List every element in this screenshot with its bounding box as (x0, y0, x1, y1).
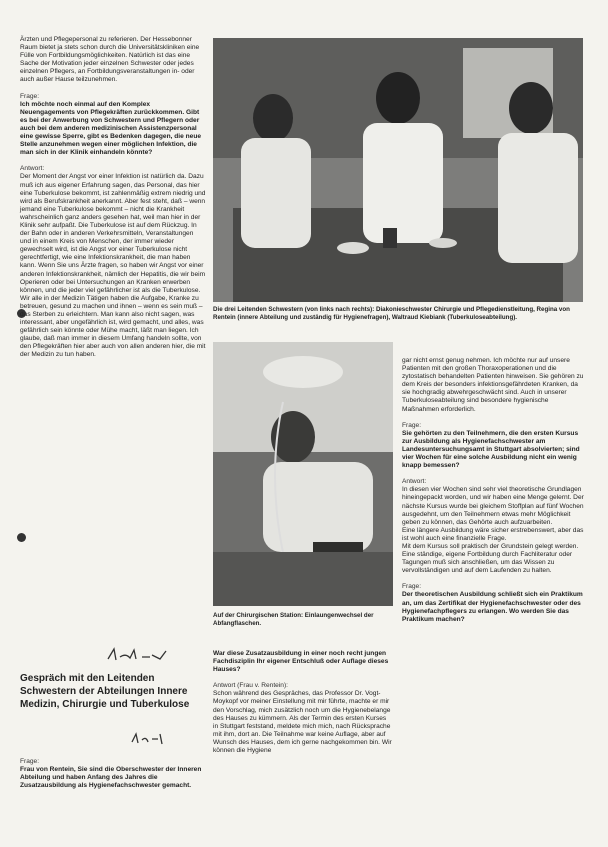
nurses-photo-caption: Die drei Leitenden Schwestern (von links nach rechts): Diakonieschwester Chirurgie und Pflegedienstleitung, Regina von Rentein (innere Abteilung und zuständig für Hygienefragen), Waltraud Kiebiank (Tuberkuloseabteilung). (213, 306, 570, 321)
middle-column (213, 650, 393, 763)
question-text: Der theoretischen Ausbildung schließt sich ein Praktikum an, um das Zertifikat der Hygienefachschwester oder des Hygienefachpflegers zu erlangen. Wo werden Sie das Praktikum machen? (402, 591, 583, 623)
nurses-photo-drawing (213, 38, 583, 302)
answer-text-continued: Wir alle in der Medizin Tätigen haben die Aufgabe, Kranke zu betreuen, gesund zu machen und ihnen – wenn es sein muß – das Sterben zu erleichtern. Man kann also nicht sagen, was interessant, aber ungefährlich ist, wird gemacht, und alles, was gefährlich sein könnte oder Mühe macht, läßt man liegen. Ich glaube, daß man immer in diesem Umfang handeln sollte, von den Pflegekräften hier aber auch von allen anderen hier, die mit der Medizin zu tun haben. (20, 294, 206, 359)
answer-label: Antwort: (402, 478, 427, 486)
question-text: Ich möchte noch einmal auf den Komplex Neuengagements von Pflegekräften zurückkommen. Gibt es bei der Anwerbung von Schwestern und Pflegern oder auch bei dem anderen medizinischen Assistenzpersonal eine gewisse Sperre, gibt es Bedenken dagegen, die neue Stelle anzunehmen wegen einer möglichen Infektion, die man sich in der Klinik einhandeln könnte? (20, 100, 202, 157)
answer-text-continued: Eine längere Ausbildung wäre sicher erstrebenswert, aber das ist wohl auch eine finanzielle Frage. (402, 526, 584, 542)
question-text: Sie gehörten zu den Teilnehmern, die den ersten Kursus zur Ausbildung als Hygienefachschwester am Landesuntersuchungsamt in Stuttgart absolvierten; sind vier Wochen für eine solche Ausbildung nicht ein wenig knapp bemessen? (402, 429, 580, 470)
right-column (402, 357, 586, 632)
bottom-left-question (20, 758, 206, 798)
ward-photo-caption: Auf der Chirurgischen Station: Einlaungenwechsel der Abfangflaschen. (213, 612, 374, 627)
question-label: Frage: (20, 92, 40, 100)
answer-text: In diesen vier Wochen sind sehr viel theoretische Grundlagen hineingepackt worden, und wir haben eine Menge gelernt. Der nächste Kursus wurde bei gleichem Stoffplan auf fünf Wochen ausgedehnt, um den Teilnehmern etwas mehr Möglichkeit geben zu können, das Gehörte auch aufzuarbeiten. (402, 486, 584, 526)
answer-label: Antwort (Frau v. Rentein): (213, 682, 288, 690)
article-headline: Gespräch mit den Leitenden Schwestern der Abteilungen Innere Medizin, Chirurgie und Tuberkulose (20, 673, 190, 710)
question-text: Frau von Rentein, Sie sind die Oberschwester der Inneren Abteilung und haben Anfang des Jahres die Zusatzausbildung als Hygienefachschwester gemacht. (20, 766, 202, 790)
intro-paragraph: Ärzten und Pflegepersonal zu referieren. Der Hessebonner Raum bietet ja stets schon durch die Universitätskliniken eine Fülle von Fortbildungsmöglichkeiten. Natürlich ist das eine Sache der Motivation jeder einzelnen Schwester oder jedes einzelnen Pflegers, an Fortbildungsveranstaltungen in- oder auch außer Hause teilzunehmen. (20, 36, 200, 84)
answer-text: Schon während des Gespräches, das Professor Dr. Vogt-Moykopf vor meiner Einstellung mit mir führte, machte er mir den Vorschlag, mich zusätzlich noch um die Hygienebelange des Hauses zu kümmern. Als der Termin des ersten Kurses in Stuttgart feststand, meldete mich mich, nach Rücksprache mit ihm, dort an. Die Teilnahme war keine Auflage, aber auf Wunsch des Hauses, dem ich gerne nachgekommen bin. Wir können die Hygiene (213, 690, 392, 755)
answer-text: Der Moment der Angst vor einer Infektion ist natürlich da. Dazu muß ich aus eigener Erfahrung sagen, das Personal, das hier eine Tuberkulose bekommt, ist zahlenmäßig extrem niedrig und wird als Berufskrankheit anerkannt. Aber fest steht, daß – wenn jemand eine Tuberkulose bekommt – nicht die Krankheit wahrscheinlich ganz anders gesehen hat, weil man hier in der Klinik sehr aufpaßt. Die Tuberkulose ist auf dem Rückzug. In der Bahn oder in anderen Verkehrsmitteln, Veranstaltungen und in einem Kreis von Menschen, der immer wieder gewechselt wird, ist die Angst vor einer Tuberkulose nicht gerechtfertigt, wie eine Infektionskrankheit, die man haben kann. Wenn Sie uns Ärzte fragen, so haben wir Angst vor einer anderen Infektionskrankheit, nämlich der Hepatitis, die wir beim Operieren oder bei Untersuchungen an Kranken erwerben können, und die jeder viel gefährlicher ist als die Tuberkulose. (20, 173, 206, 294)
signature-1 (104, 645, 174, 665)
intro-paragraph: gar nicht ernst genug nehmen. Ich möchte nur auf unsere Patienten mit den großen Thoraxoperationen und die zytostatisch behandelten Patienten hinweisen. Sie gehören zu dem Kreis der besonders infektionsgefährdeten Kranken, da sie hochgradig abwehrgeschwächt sind. Auch in unserer Tuberkuloseabteilung sind besondere hygienische Maßnahmen erforderlich. (402, 357, 584, 413)
punch-hole (17, 533, 26, 542)
answer-label: Antwort: (20, 165, 45, 173)
nurses-photo (213, 38, 583, 302)
question-text: War diese Zusatzausbildung in einer noch recht jungen Fachdisziplin Ihr eigener Entschluß oder Auflage dieses Hauses? (213, 650, 389, 674)
signature-2 (128, 730, 168, 748)
left-column (20, 36, 206, 368)
question-label: Frage: (402, 421, 422, 429)
question-label: Frage: (402, 583, 422, 591)
answer-text-continued-2: Mit dem Kursus soll praktisch der Grundstein gelegt werden. Eine ständige, eigene Fortbildung durch Fachliteratur oder Tagungen muß sich anschließen, um das Wissen zu vervollständigen und auf dem Laufenden zu halten. (402, 542, 579, 575)
ward-photo-drawing (213, 342, 393, 606)
ward-photo (213, 342, 393, 606)
question-label: Frage: (20, 758, 40, 765)
